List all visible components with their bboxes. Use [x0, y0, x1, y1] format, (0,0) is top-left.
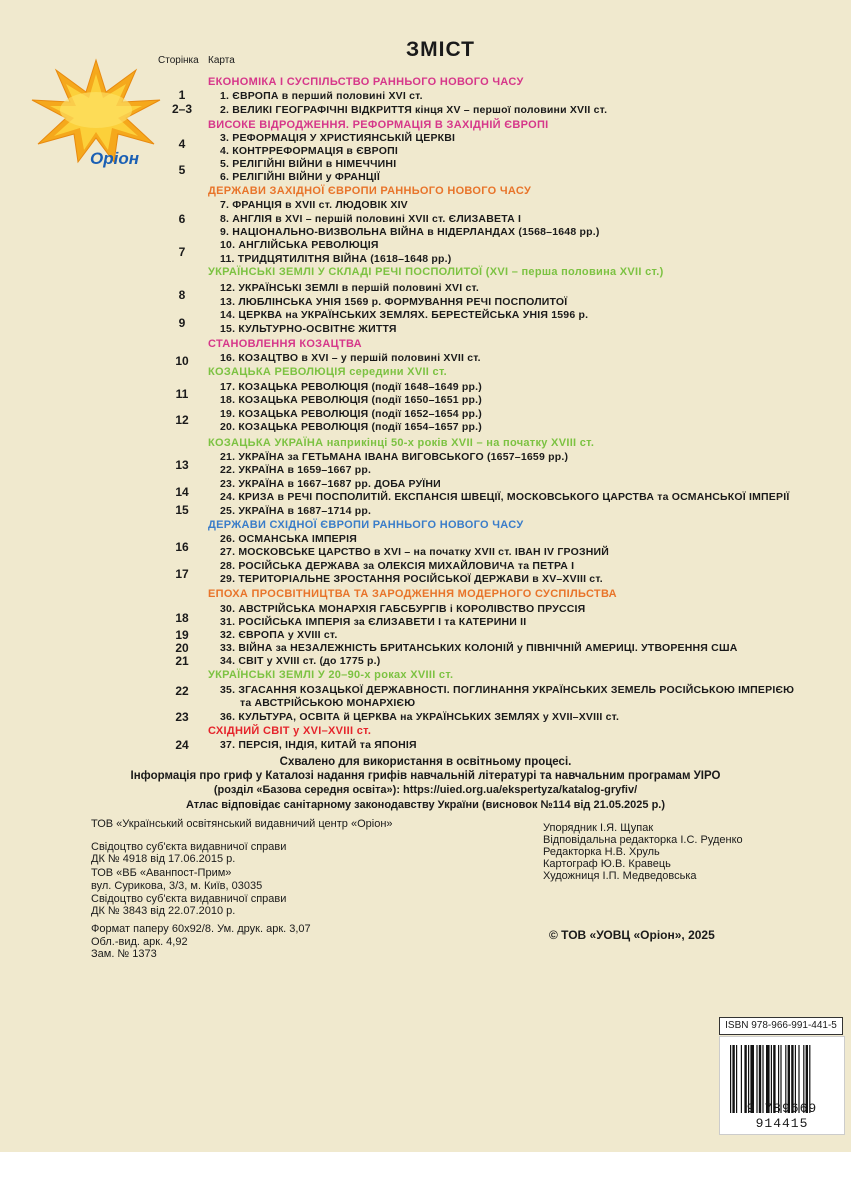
section-header: ЕПОХА ПРОСВІТНИЦТВА ТА ЗАРОДЖЕННЯ МОДЕРНОГО СУСПІЛЬСТВА: [208, 588, 617, 600]
page-number: 16: [175, 540, 189, 554]
page-number: 11: [175, 387, 189, 401]
toc-entry: 15. КУЛЬТУРНО-ОСВІТНЄ ЖИТТЯ: [220, 323, 397, 335]
page-number: 5: [178, 163, 186, 177]
toc-entry: 18. КОЗАЦЬКА РЕВОЛЮЦІЯ (події 1650–1651 рр.): [220, 394, 482, 406]
imprint-line: ДК № 4918 від 17.06.2015 р.: [91, 853, 236, 865]
imprint-line: Зам. № 1373: [91, 948, 157, 960]
section-header: ЕКОНОМІКА І СУСПІЛЬСТВО РАННЬОГО НОВОГО ЧАСУ: [208, 76, 524, 88]
imprint-line: ТОВ «Український освітянський видавничий центр «Оріон»: [91, 818, 393, 830]
page-number: 4: [178, 137, 186, 151]
page-number: 17: [175, 567, 189, 581]
toc-entry: 17. КОЗАЦЬКА РЕВОЛЮЦІЯ (події 1648–1649 рр.): [220, 381, 482, 393]
toc-entry: 23. УКРАЇНА в 1667–1687 рр. ДОБА РУЇНИ: [220, 478, 441, 490]
barcode: [719, 1036, 845, 1135]
page-number: 20: [175, 641, 189, 655]
toc-entry: 6. РЕЛІГІЙНІ ВІЙНИ у ФРАНЦІЇ: [220, 171, 380, 183]
credit-line: Редакторка Н.В. Хруль: [543, 846, 660, 858]
page-number: 1: [178, 88, 186, 102]
page-number: 24: [175, 738, 189, 752]
section-header: СХІДНИЙ СВІТ у XVI–XVIII ст.: [208, 725, 372, 737]
toc-entry: 26. ОСМАНСЬКА ІМПЕРІЯ: [220, 533, 357, 545]
page-number: 21: [175, 654, 189, 668]
page-number: 23: [175, 710, 189, 724]
toc-entry: 25. УКРАЇНА в 1687–1714 рр.: [220, 505, 372, 517]
toc-entry: 30. АВСТРІЙСЬКА МОНАРХІЯ ГАБСБУРГІВ і КОРОЛІВСТВО ПРУССІЯ: [220, 603, 586, 615]
credit-line: Картограф Ю.В. Кравець: [543, 858, 671, 870]
toc-entry: 27. МОСКОВСЬКЕ ЦАРСТВО в XVI – на початку XVII ст. ІВАН IV ГРОЗНИЙ: [220, 546, 610, 558]
approval-line: Атлас відповідає санітарному законодавству України (висновок №114 від 21.05.2025 р.): [185, 799, 666, 811]
imprint-line: вул. Сурикова, 3/3, м. Київ, 03035: [91, 880, 263, 892]
toc-entry: 21. УКРАЇНА за ГЕТЬМАНА ІВАНА ВИГОВСЬКОГО (1657–1659 рр.): [220, 451, 569, 463]
toc-entry: 22. УКРАЇНА в 1659–1667 рр.: [220, 464, 372, 476]
toc-entry: 33. ВІЙНА за НЕЗАЛЕЖНІСТЬ БРИТАНСЬКИХ КОЛОНІЙ у ПІВНІЧНІЙ АМЕРИЦІ. УТВОРЕННЯ США: [220, 642, 738, 654]
toc-entry: 24. КРИЗА в РЕЧІ ПОСПОЛИТІЙ. ЕКСПАНСІЯ ШВЕЦІЇ, МОСКОВСЬКОГО ЦАРСТВА та ОСМАНСЬКОЇ ІМПЕРІЇ: [220, 491, 790, 503]
toc-entry: 3. РЕФОРМАЦІЯ У ХРИСТИЯНСЬКІЙ ЦЕРКВІ: [220, 132, 456, 144]
page-number: 12: [175, 413, 189, 427]
imprint-line: ДК № 3843 від 22.07.2010 р.: [91, 905, 236, 917]
page-number: 18: [175, 611, 189, 625]
page-number: 13: [175, 458, 189, 472]
toc-entry: 31. РОСІЙСЬКА ІМПЕРІЯ за ЄЛИЗАВЕТИ І та КАТЕРИНИ ІІ: [220, 616, 527, 628]
imprint-line: Свідоцтво суб'єкта видавничої справи: [91, 841, 287, 853]
orion-logo: [30, 58, 162, 168]
section-header: ДЕРЖАВИ СХІДНОЇ ЄВРОПИ РАННЬОГО НОВОГО ЧАСУ: [208, 519, 524, 531]
toc-entry: 5. РЕЛІГІЙНІ ВІЙНИ в НІМЕЧЧИНІ: [220, 158, 397, 170]
page-number: 22: [175, 684, 189, 698]
toc-entry: 13. ЛЮБЛІНСЬКА УНІЯ 1569 р. ФОРМУВАННЯ РЕЧІ ПОСПОЛИТОЇ: [220, 296, 568, 308]
toc-entry: 2. ВЕЛИКІ ГЕОГРАФІЧНІ ВІДКРИТТЯ кінця XV – першої половини XVII ст.: [220, 104, 608, 116]
toc-entry: 1. ЄВРОПА в перший половині XVI ст.: [220, 90, 423, 102]
section-header: КОЗАЦЬКА УКРАЇНА наприкінці 50-х років XVII – на початку XVIII ст.: [208, 437, 595, 449]
toc-entry: 4. КОНТРРЕФОРМАЦІЯ в ЄВРОПІ: [220, 145, 398, 157]
section-header: СТАНОВЛЕННЯ КОЗАЦТВА: [208, 338, 362, 350]
approval-line: Схвалено для використання в освітньому процесі.: [279, 756, 572, 768]
approval-line: Інформація про гриф у Каталозі надання грифів навчальній літературі та навчальним програмам УІРО: [130, 770, 721, 782]
toc-entry: 10. АНГЛІЙСЬКА РЕВОЛЮЦІЯ: [220, 239, 379, 251]
approval-line: (розділ «Базова середня освіта»): https://uied.org.ua/ekspertyza/katalog-gryfiv/: [213, 784, 638, 796]
toc-entry: 37. ПЕРСІЯ, ІНДІЯ, КИТАЙ та ЯПОНІЯ: [220, 739, 417, 751]
page-number: 6: [178, 212, 186, 226]
toc-entry: 16. КОЗАЦТВО в XVI – у першій половині XVII ст.: [220, 352, 481, 364]
toc-entry: 35. ЗГАСАННЯ КОЗАЦЬКОЇ ДЕРЖАВНОСТІ. ПОГЛИНАННЯ УКРАЇНСЬКИХ ЗЕМЕЛЬ РОСІЙСЬКОЮ ІМПЕРІЄЮ: [220, 684, 795, 696]
logo-text: Оріон: [90, 149, 139, 168]
page-number: 8: [178, 288, 186, 302]
page-number: 7: [178, 245, 186, 259]
toc-entry: 8. АНГЛІЯ в XVI – першій половині XVII ст. ЄЛИЗАВЕТА І: [220, 213, 522, 225]
page-title: [0, 38, 851, 62]
toc-entry: 11. ТРИДЦЯТИЛІТНЯ ВІЙНА (1618–1648 рр.): [220, 253, 452, 265]
credit-line: Відповідальна редакторка І.С. Руденко: [543, 834, 743, 846]
toc-entry: 14. ЦЕРКВА на УКРАЇНСЬКИХ ЗЕМЛЯХ. БЕРЕСТЕЙСЬКА УНІЯ 1596 р.: [220, 309, 589, 321]
section-header: УКРАЇНСЬКІ ЗЕМЛІ У СКЛАДІ РЕЧІ ПОСПОЛИТОЇ (XVI – перша половина XVII ст.): [208, 266, 664, 278]
section-header: УКРАЇНСЬКІ ЗЕМЛІ У 20–90-х роках XVIII ст.: [208, 669, 454, 681]
credit-line: Художниця І.П. Медведовська: [543, 870, 697, 882]
toc-entry: 19. КОЗАЦЬКА РЕВОЛЮЦІЯ (події 1652–1654 рр.): [220, 408, 482, 420]
imprint-line: ТОВ «ВБ «Аванпост-Прим»: [91, 867, 232, 879]
map-column-label: Карта: [208, 55, 235, 66]
barcode-number: 9 789669 914415: [746, 1101, 818, 1131]
copyright: © ТОВ «УОВЦ «Оріон», 2025: [549, 928, 715, 942]
page-number: 19: [175, 628, 189, 642]
page-number: 10: [175, 354, 189, 368]
page-number: 14: [175, 485, 189, 499]
imprint-line: Формат паперу 60х92/8. Ум. друк. арк. 3,07: [91, 923, 311, 935]
section-header: КОЗАЦЬКА РЕВОЛЮЦІЯ середини XVII ст.: [208, 366, 448, 378]
toc-entry: 20. КОЗАЦЬКА РЕВОЛЮЦІЯ (події 1654–1657 рр.): [220, 421, 482, 433]
toc-entry: 32. ЄВРОПА у XVIII ст.: [220, 629, 338, 641]
section-header: ДЕРЖАВИ ЗАХІДНОЇ ЄВРОПИ РАННЬОГО НОВОГО ЧАСУ: [208, 185, 532, 197]
title-text: ЗМІСТ: [406, 38, 475, 61]
credit-line: Упорядник І.Я. Щупак: [543, 822, 654, 834]
toc-entry: та АВСТРІЙСЬКОЮ МОНАРХІЄЮ: [240, 697, 416, 709]
section-header: ВИСОКЕ ВІДРОДЖЕННЯ. РЕФОРМАЦІЯ В ЗАХІДНІЙ ЄВРОПІ: [208, 119, 549, 131]
page-number: 9: [178, 316, 186, 330]
page-number: 15: [175, 503, 189, 517]
imprint-line: Обл.-вид. арк. 4,92: [91, 936, 188, 948]
toc-entry: 29. ТЕРИТОРІАЛЬНЕ ЗРОСТАННЯ РОСІЙСЬКОЇ ДЕРЖАВИ в XV–XVIII ст.: [220, 573, 603, 585]
toc-entry: 9. НАЦІОНАЛЬНО-ВИЗВОЛЬНА ВІЙНА в НІДЕРЛАНДАХ (1568–1648 рр.): [220, 226, 600, 238]
toc-entry: 12. УКРАЇНСЬКІ ЗЕМЛІ в першій половині XVI ст.: [220, 282, 480, 294]
imprint-line: Свідоцтво суб'єкта видавничої справи: [91, 893, 287, 905]
page-column-label: Сторінка: [158, 55, 199, 66]
toc-entry: 36. КУЛЬТУРА, ОСВІТА й ЦЕРКВА на УКРАЇНСЬКИХ ЗЕМЛЯХ у XVII–XVIII ст.: [220, 711, 620, 723]
toc-entry: 28. РОСІЙСЬКА ДЕРЖАВА за ОЛЕКСІЯ МИХАЙЛОВИЧА та ПЕТРА І: [220, 560, 575, 572]
page-number: 2–3: [171, 102, 193, 116]
isbn: ISBN 978-966-991-441-5: [719, 1017, 843, 1035]
toc-entry: 7. ФРАНЦІЯ в XVII ст. ЛЮДОВІК XIV: [220, 199, 408, 211]
toc-entry: 34. СВІТ у XVIII ст. (до 1775 р.): [220, 655, 381, 667]
